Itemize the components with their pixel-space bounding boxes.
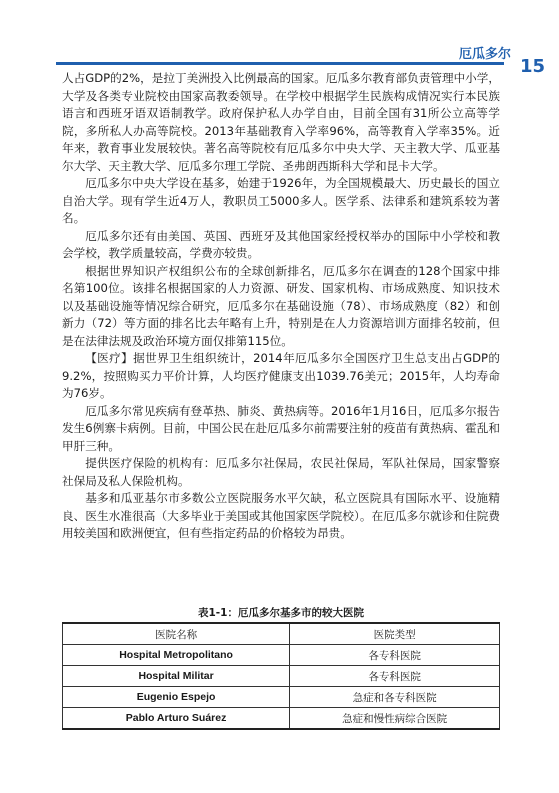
paragraph-international-schools: 厄瓜多尔还有由美国、英国、西班牙及其他国家经授权举办的国际中小学校和教会学校，教学质量较高，学费亦较贵。 (62, 228, 500, 260)
paragraph-innovation-ranking: 根据世界知识产权组织公布的全球创新排名，厄瓜多尔在调查的128个国家中排名第100位。该排名根据国家的人力资源、研发、国家机构、市场成熟度、知识技术以及基础设施等情况综合研究，厄瓜多尔在基础设施（78）、市场成熟度（82）和创新力（72）等方面的排名比去年略有上升，特别是在人力资源培训方面排名较前，但是在法律法规及政治环境方面仅排第115位。 (62, 263, 500, 348)
hospital-name: Eugenio Espejo (63, 687, 290, 708)
hospital-name: Pablo Arturo Suárez (63, 708, 290, 730)
table-row (63, 666, 500, 687)
paragraph-hospital-quality: 基多和瓜亚基尔市多数公立医院服务水平欠缺，私立医院具有国际水平、设施精良、医生水准很高（大多毕业于美国或其他国家医学院校）。在厄瓜多尔就诊和住院费用较美国和欧洲便宜，但有些指定药品的价格较为昂贵。 (62, 491, 500, 540)
running-header-title: 厄瓜多尔 (458, 47, 511, 62)
hospital-type: 各专科医院 (290, 645, 500, 666)
table-caption: 表1-1：厄瓜多尔基多市的较大医院 (198, 607, 364, 619)
paragraph-central-university: 厄瓜多尔中央大学设在基多，始建于1926年，为全国规模最大、历史最长的国立自治大学。现有学生近4万人，教职员工5000多人。医学系、法律系和建筑系较为著名。 (62, 176, 500, 225)
header-rule (56, 62, 504, 65)
table-header-row (63, 623, 500, 645)
hospital-name: Hospital Militar (63, 666, 290, 687)
paragraph-medical-expenditure: 【医疗】据世界卫生组织统计，2014年厄瓜多尔全国医疗卫生总支出占GDP的9.2%，按照购买力平价计算，人均医疗健康支出1039.76美元；2015年，人均寿命为76岁。 (62, 351, 500, 400)
hospital-type: 急症和各专科医院 (290, 687, 500, 708)
column-header-name: 医院名称 (63, 623, 290, 645)
table-row (63, 645, 500, 666)
table-row (63, 687, 500, 708)
hospital-type: 急症和慢性病综合医院 (290, 708, 500, 730)
column-header-type: 医院类型 (290, 623, 500, 645)
hospital-type: 各专科医院 (290, 666, 500, 687)
paragraph-insurance: 提供医疗保险的机构有：厄瓜多尔社保局，农民社保局，军队社保局，国家警察社保局及私人保险机构。 (62, 456, 500, 488)
page-number: 15 (519, 56, 545, 77)
table-row (63, 708, 500, 730)
hospital-table (62, 622, 500, 730)
paragraph-common-diseases: 厄瓜多尔常见疾病有登革热、肺炎、黄热病等。2016年1月16日，厄瓜多尔报告发生6例寨卡病例。目前，中国公民在赴厄瓜多尔前需要注射的疫苗有黄热病、霍乱和甲肝三种。 (62, 403, 500, 453)
body-text (62, 70, 500, 543)
paragraph-education-overview: 人占GDP的2%，是拉丁美洲投入比例最高的国家。厄瓜多尔教育部负责管理中小学，大学及各类专业院校由国家高教委领导。在学校中根据学生民族构成情况实行本民族语言和西班牙语双语制教学。政府保护私人办学自由，目前全国有31所公立高等学院，多所私人办高等院校。2013年基础教育入学率96%，高等教育入学率35%。近年来，教育事业发展较快。著名高等院校有厄瓜多尔中央大学、天主教大学、瓜亚基尔大学、天主教大学、厄瓜多尔理工学院、圣弗朗西斯科大学和昆卡大学。 (62, 71, 500, 173)
hospital-name: Hospital Metropolitano (63, 645, 290, 666)
